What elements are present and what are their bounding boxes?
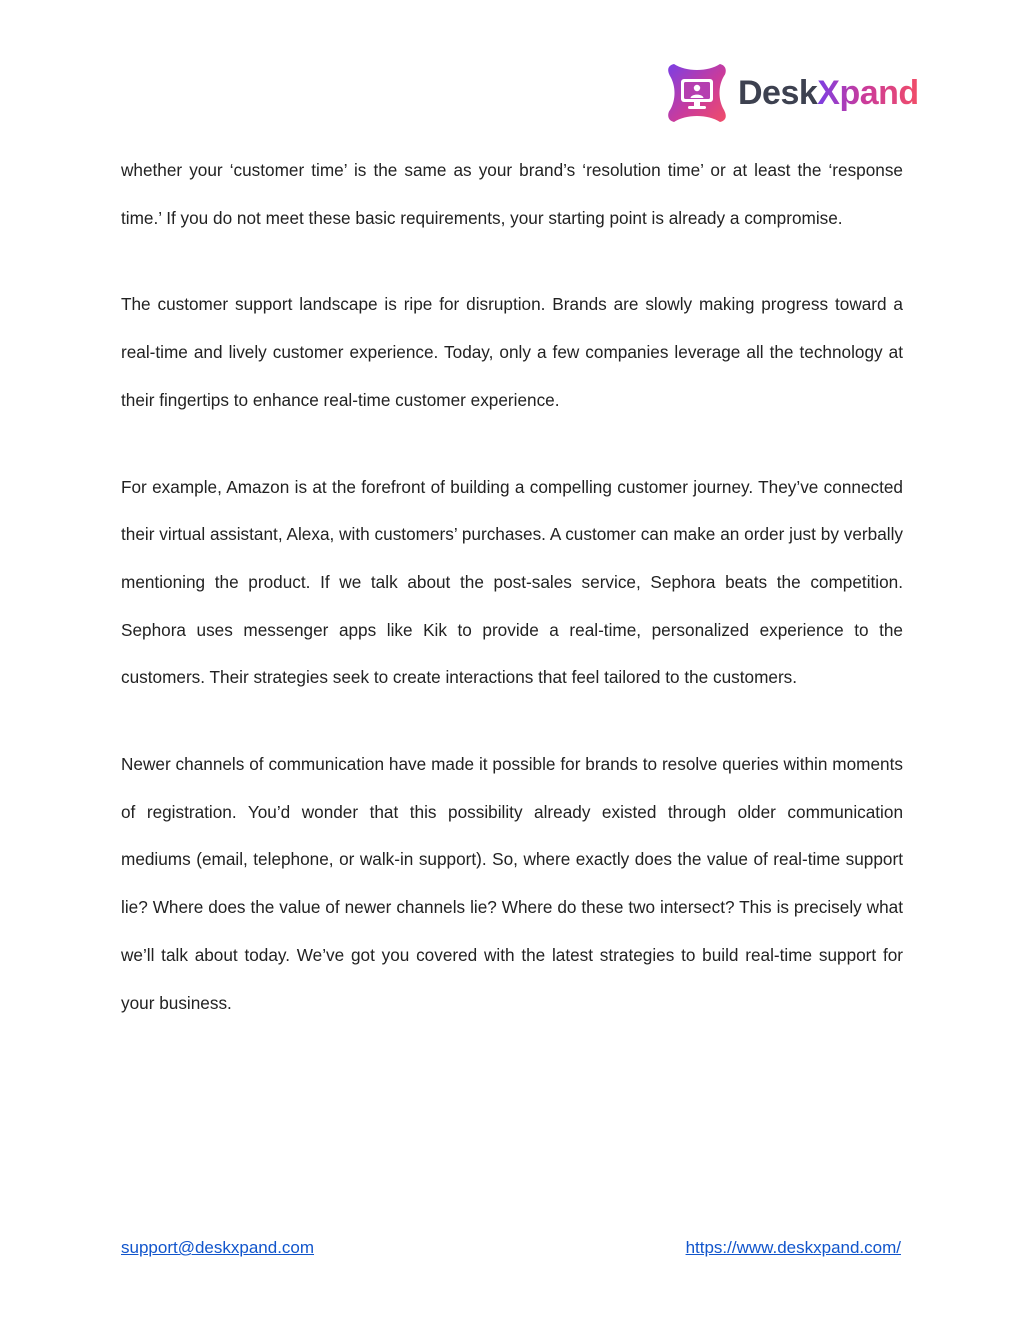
website-link[interactable]: https://www.deskxpand.com/ — [685, 1238, 901, 1257]
brand-logo — [664, 60, 919, 126]
monitor-user-icon — [664, 60, 730, 126]
page-footer — [121, 1238, 901, 1258]
brand-name-xpand: Xpand — [817, 74, 919, 112]
paragraph: The customer support landscape is ripe for disruption. Brands are slowly making progress toward a real-time and lively customer experience. Today, only a few companies leverage all the technology at their fingertips to enhance real-time customer experience. — [121, 294, 903, 410]
paragraph: For example, Amazon is at the forefront of building a compelling customer journey. They’ve connected their virtual assistant, Alexa, with customers’ purchases. A customer can make an order just by verbally mentioning the product. If we talk about the post-sales service, Sephora beats the competition. Sephora uses messenger apps like Kik to provide a real-time, personalized experience to the customers. Their strategies seek to create interactions that feel tailored to the customers. — [121, 476, 903, 688]
support-email-link[interactable]: support@deskxpand.com — [121, 1238, 315, 1257]
paragraph: Newer channels of communication have made it possible for brands to resolve queries within moments of registration. You’d wonder that this possibility already existed through older communication mediums (email, telephone, or walk-in support). So, where exactly does the value of real-time support lie? Where does the value of newer channels lie? Where do these two intersect? This is precisely what we’ll talk about today. We’ve got you covered with the latest strategies to build real-time support for your business. — [121, 754, 903, 1013]
paragraph: whether your ‘customer time’ is the same as your brand’s ‘resolution time’ or at least the ‘response time.’ If you do not meet these basic requirements, your starting point is already a compromise. — [121, 160, 903, 228]
brand-wordmark — [738, 76, 919, 110]
brand-name-desk: Desk — [738, 74, 818, 112]
document-body — [121, 147, 903, 1066]
